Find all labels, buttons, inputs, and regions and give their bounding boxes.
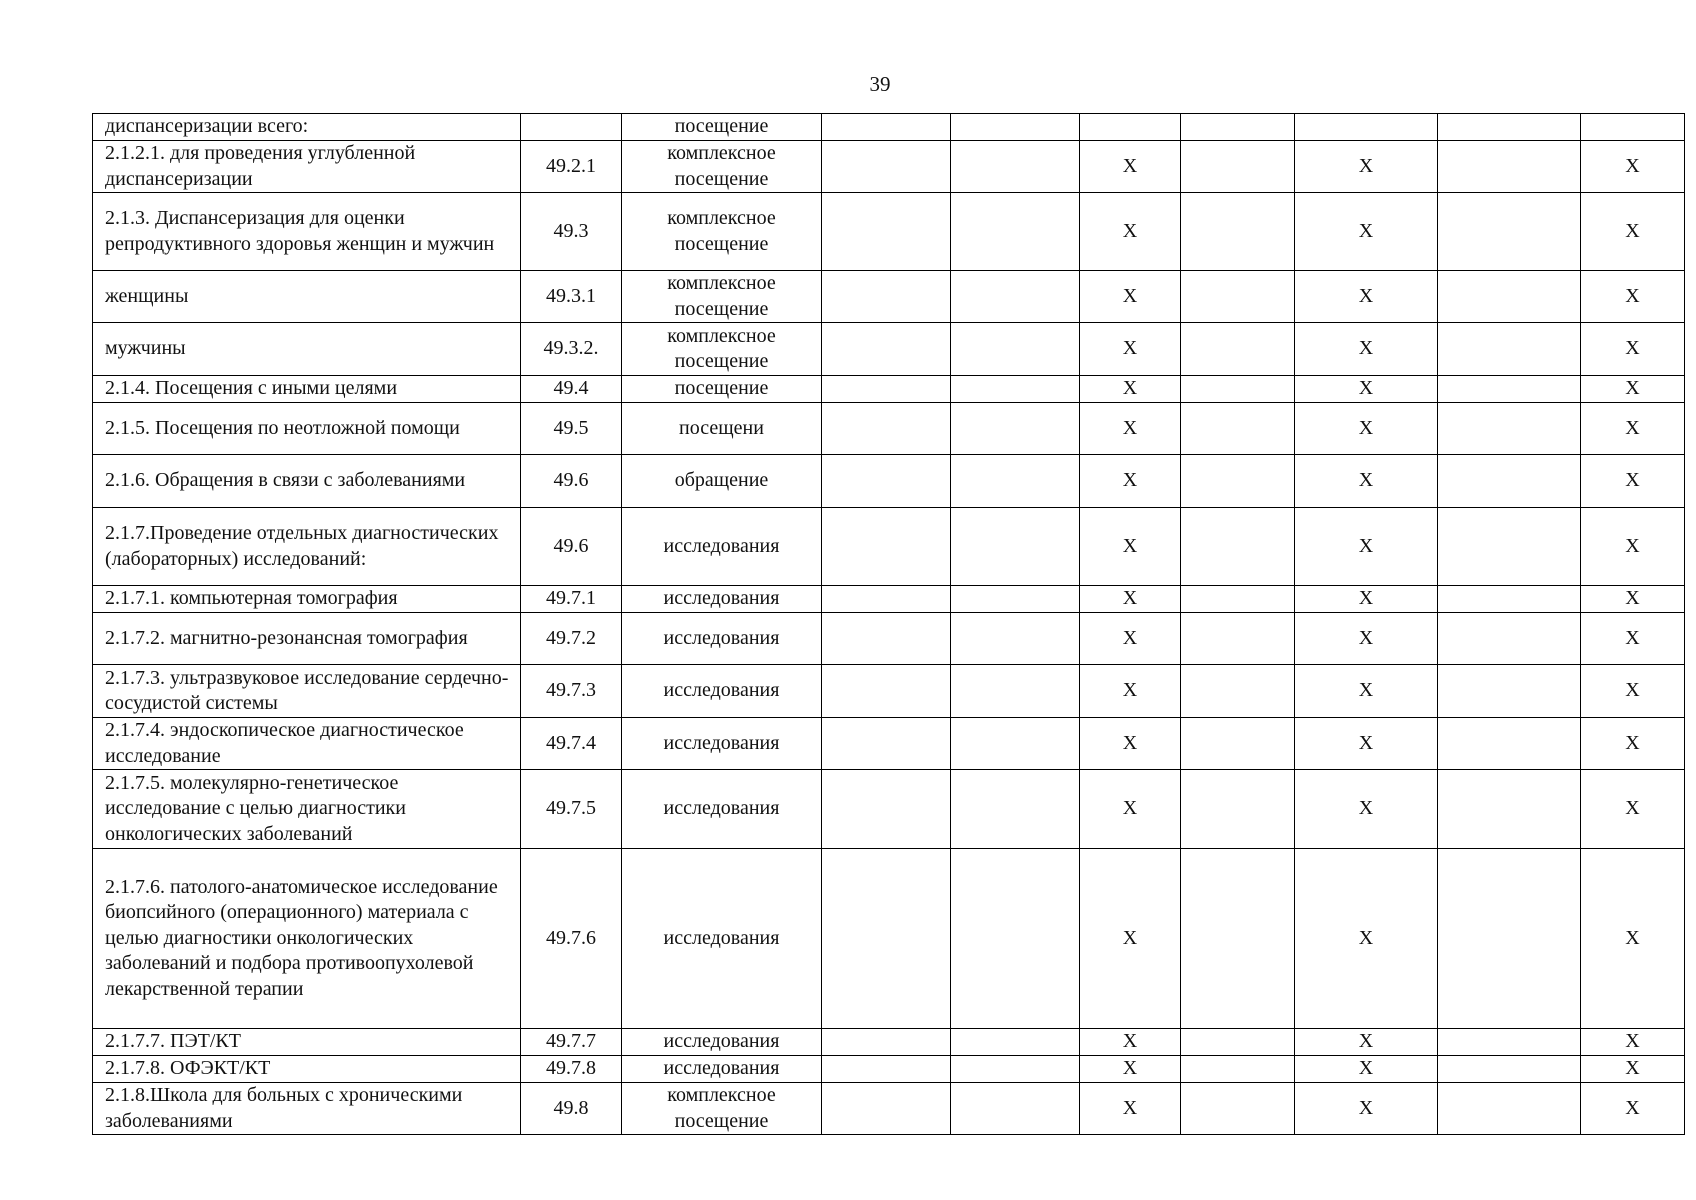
row-mark-cell: X <box>1581 376 1685 403</box>
row-empty-cell <box>1438 271 1581 323</box>
row-code-cell: 49.7.1 <box>521 586 622 613</box>
table-row <box>93 193 1685 271</box>
row-empty-cell <box>822 770 951 849</box>
row-code-cell: 49.5 <box>521 403 622 455</box>
row-empty-cell <box>951 508 1080 586</box>
row-mark-cell: X <box>1295 665 1438 718</box>
row-name-cell: 2.1.7.3. ультразвуковое исследование сердечно-сосудистой системы <box>93 665 521 718</box>
row-unit-cell: исследования <box>622 508 822 586</box>
row-unit-cell: посещение <box>622 114 822 141</box>
row-empty-cell <box>951 376 1080 403</box>
table-row <box>93 114 1685 141</box>
row-empty-cell <box>1438 665 1581 718</box>
row-mark-cell <box>1581 114 1685 141</box>
row-empty-cell <box>1438 586 1581 613</box>
row-empty-cell <box>951 849 1080 1029</box>
data-table <box>92 113 1685 1135</box>
row-mark-cell: X <box>1295 718 1438 770</box>
row-empty-cell <box>822 613 951 665</box>
row-empty-cell <box>1438 455 1581 508</box>
row-mark-cell: X <box>1295 193 1438 271</box>
row-mark-cell: X <box>1295 271 1438 323</box>
row-empty-cell <box>951 403 1080 455</box>
row-code-cell: 49.7.8 <box>521 1056 622 1083</box>
row-empty-cell <box>1438 323 1581 376</box>
row-mark-cell: X <box>1295 770 1438 849</box>
row-mark-cell: X <box>1295 849 1438 1029</box>
table-row <box>93 1029 1685 1056</box>
row-mark-cell: X <box>1080 141 1181 193</box>
row-empty-cell <box>951 271 1080 323</box>
row-empty-cell <box>1181 613 1295 665</box>
row-empty-cell <box>1181 403 1295 455</box>
row-mark-cell: X <box>1080 770 1181 849</box>
row-empty-cell <box>822 376 951 403</box>
row-empty-cell <box>1438 770 1581 849</box>
row-mark-cell: X <box>1080 403 1181 455</box>
row-empty-cell <box>822 114 951 141</box>
row-unit-cell: комплексное посещение <box>622 193 822 271</box>
row-code-cell: 49.7.2 <box>521 613 622 665</box>
row-mark-cell: X <box>1581 323 1685 376</box>
row-empty-cell <box>1181 770 1295 849</box>
row-empty-cell <box>1438 403 1581 455</box>
table-row <box>93 508 1685 586</box>
row-mark-cell: X <box>1581 508 1685 586</box>
row-name-cell: 2.1.7.8. ОФЭКТ/КТ <box>93 1056 521 1083</box>
table-row <box>93 323 1685 376</box>
row-empty-cell <box>1181 376 1295 403</box>
row-empty-cell <box>1438 376 1581 403</box>
row-empty-cell <box>822 141 951 193</box>
row-name-cell: 2.1.6. Обращения в связи с заболеваниями <box>93 455 521 508</box>
row-mark-cell: X <box>1080 1056 1181 1083</box>
table-row <box>93 1056 1685 1083</box>
row-empty-cell <box>1181 508 1295 586</box>
row-empty-cell <box>822 455 951 508</box>
row-mark-cell: X <box>1581 613 1685 665</box>
row-empty-cell <box>1181 1029 1295 1056</box>
table-row <box>93 849 1685 1029</box>
row-mark-cell: X <box>1295 1056 1438 1083</box>
row-code-cell: 49.3 <box>521 193 622 271</box>
row-empty-cell <box>1438 1056 1581 1083</box>
row-mark-cell: X <box>1581 403 1685 455</box>
row-mark-cell <box>1295 114 1438 141</box>
table-row <box>93 1083 1685 1135</box>
row-unit-cell: исследования <box>622 665 822 718</box>
row-unit-cell: исследования <box>622 1056 822 1083</box>
table-row <box>93 665 1685 718</box>
row-mark-cell: X <box>1295 455 1438 508</box>
row-mark-cell: X <box>1581 1056 1685 1083</box>
table-row <box>93 141 1685 193</box>
row-empty-cell <box>1438 1083 1581 1135</box>
row-mark-cell: X <box>1295 508 1438 586</box>
row-mark-cell: X <box>1581 271 1685 323</box>
row-mark-cell: X <box>1581 193 1685 271</box>
row-empty-cell <box>1438 508 1581 586</box>
row-name-cell: 2.1.3. Диспансеризация для оценки репродуктивного здоровья женщин и мужчин <box>93 193 521 271</box>
row-name-cell: 2.1.7.Проведение отдельных диагностических (лабораторных) исследований: <box>93 508 521 586</box>
row-mark-cell: X <box>1581 1083 1685 1135</box>
row-empty-cell <box>822 271 951 323</box>
row-empty-cell <box>1438 114 1581 141</box>
row-name-cell: 2.1.7.7. ПЭТ/КТ <box>93 1029 521 1056</box>
row-code-cell: 49.4 <box>521 376 622 403</box>
row-empty-cell <box>951 1029 1080 1056</box>
row-mark-cell: X <box>1581 1029 1685 1056</box>
page-number: 39 <box>869 72 891 96</box>
row-empty-cell <box>951 586 1080 613</box>
row-name-cell: 2.1.7.1. компьютерная томография <box>93 586 521 613</box>
row-unit-cell: посещени <box>622 403 822 455</box>
row-code-cell: 49.7.4 <box>521 718 622 770</box>
row-unit-cell: исследования <box>622 770 822 849</box>
row-mark-cell <box>1080 114 1181 141</box>
row-empty-cell <box>822 508 951 586</box>
row-empty-cell <box>822 323 951 376</box>
row-empty-cell <box>951 665 1080 718</box>
row-unit-cell: исследования <box>622 718 822 770</box>
row-mark-cell: X <box>1295 586 1438 613</box>
table-row <box>93 376 1685 403</box>
row-empty-cell <box>822 586 951 613</box>
row-empty-cell <box>951 718 1080 770</box>
row-mark-cell: X <box>1581 770 1685 849</box>
row-mark-cell: X <box>1080 376 1181 403</box>
row-mark-cell: X <box>1295 403 1438 455</box>
row-empty-cell <box>822 193 951 271</box>
row-mark-cell: X <box>1080 665 1181 718</box>
row-empty-cell <box>1181 271 1295 323</box>
table-row <box>93 770 1685 849</box>
row-name-cell: женщины <box>93 271 521 323</box>
row-empty-cell <box>1181 455 1295 508</box>
row-empty-cell <box>951 193 1080 271</box>
row-empty-cell <box>1181 114 1295 141</box>
row-empty-cell <box>822 1083 951 1135</box>
row-mark-cell: X <box>1080 613 1181 665</box>
row-mark-cell: X <box>1080 508 1181 586</box>
row-unit-cell: посещение <box>622 376 822 403</box>
row-mark-cell: X <box>1581 586 1685 613</box>
row-name-cell: 2.1.7.6. патолого-анатомическое исследование биопсийного (операционного) материала с целью диагностики онкологических заболеваний и подбора противоопухолевой лекарственной терапии <box>93 849 521 1029</box>
row-empty-cell <box>1438 193 1581 271</box>
row-empty-cell <box>1181 141 1295 193</box>
row-mark-cell: X <box>1080 718 1181 770</box>
row-mark-cell: X <box>1581 141 1685 193</box>
row-code-cell: 49.7.5 <box>521 770 622 849</box>
row-empty-cell <box>822 403 951 455</box>
row-unit-cell: комплексное посещение <box>622 323 822 376</box>
row-name-cell: 2.1.2.1. для проведения углубленной диспансеризации <box>93 141 521 193</box>
table-row <box>93 718 1685 770</box>
row-mark-cell: X <box>1080 1029 1181 1056</box>
table-row <box>93 586 1685 613</box>
row-empty-cell <box>951 1083 1080 1135</box>
row-name-cell: 2.1.4. Посещения с иными целями <box>93 376 521 403</box>
row-empty-cell <box>822 665 951 718</box>
row-empty-cell <box>1438 141 1581 193</box>
row-empty-cell <box>822 1029 951 1056</box>
row-empty-cell <box>951 114 1080 141</box>
row-mark-cell: X <box>1080 193 1181 271</box>
row-unit-cell: комплексное посещение <box>622 1083 822 1135</box>
row-code-cell: 49.7.7 <box>521 1029 622 1056</box>
row-name-cell: диспансеризации всего: <box>93 114 521 141</box>
row-code-cell: 49.3.1 <box>521 271 622 323</box>
row-mark-cell: X <box>1295 613 1438 665</box>
row-mark-cell: X <box>1295 323 1438 376</box>
row-empty-cell <box>951 1056 1080 1083</box>
table-row <box>93 455 1685 508</box>
row-empty-cell <box>1181 849 1295 1029</box>
row-mark-cell: X <box>1295 1029 1438 1056</box>
row-empty-cell <box>822 718 951 770</box>
table-row <box>93 613 1685 665</box>
row-mark-cell: X <box>1080 1083 1181 1135</box>
row-empty-cell <box>1181 586 1295 613</box>
row-mark-cell: X <box>1581 849 1685 1029</box>
row-unit-cell: исследования <box>622 849 822 1029</box>
row-empty-cell <box>1438 613 1581 665</box>
row-name-cell: 2.1.7.4. эндоскопическое диагностическое исследование <box>93 718 521 770</box>
row-empty-cell <box>1438 718 1581 770</box>
row-mark-cell: X <box>1080 455 1181 508</box>
table-row <box>93 403 1685 455</box>
row-empty-cell <box>1181 718 1295 770</box>
table-row <box>93 271 1685 323</box>
row-code-cell: 49.8 <box>521 1083 622 1135</box>
row-unit-cell: исследования <box>622 1029 822 1056</box>
row-mark-cell: X <box>1080 323 1181 376</box>
row-empty-cell <box>822 849 951 1029</box>
row-mark-cell: X <box>1295 141 1438 193</box>
row-code-cell: 49.6 <box>521 508 622 586</box>
row-empty-cell <box>1181 193 1295 271</box>
row-mark-cell: X <box>1581 718 1685 770</box>
row-name-cell: 2.1.7.2. магнитно-резонансная томография <box>93 613 521 665</box>
row-empty-cell <box>951 455 1080 508</box>
row-mark-cell: X <box>1581 455 1685 508</box>
row-name-cell: 2.1.5. Посещения по неотложной помощи <box>93 403 521 455</box>
row-mark-cell: X <box>1295 1083 1438 1135</box>
row-mark-cell: X <box>1080 271 1181 323</box>
row-mark-cell: X <box>1295 376 1438 403</box>
row-empty-cell <box>822 1056 951 1083</box>
row-empty-cell <box>951 141 1080 193</box>
row-empty-cell <box>951 613 1080 665</box>
row-code-cell <box>521 114 622 141</box>
row-mark-cell: X <box>1581 665 1685 718</box>
row-code-cell: 49.3.2. <box>521 323 622 376</box>
row-unit-cell: исследования <box>622 613 822 665</box>
row-mark-cell: X <box>1080 586 1181 613</box>
row-unit-cell: исследования <box>622 586 822 613</box>
row-unit-cell: обращение <box>622 455 822 508</box>
row-code-cell: 49.7.3 <box>521 665 622 718</box>
row-empty-cell <box>1181 665 1295 718</box>
row-code-cell: 49.6 <box>521 455 622 508</box>
row-empty-cell <box>1181 323 1295 376</box>
row-code-cell: 49.7.6 <box>521 849 622 1029</box>
row-code-cell: 49.2.1 <box>521 141 622 193</box>
row-unit-cell: комплексное посещение <box>622 141 822 193</box>
row-empty-cell <box>1181 1056 1295 1083</box>
row-empty-cell <box>1181 1083 1295 1135</box>
row-empty-cell <box>1438 1029 1581 1056</box>
row-mark-cell: X <box>1080 849 1181 1029</box>
row-unit-cell: комплексное посещение <box>622 271 822 323</box>
row-name-cell: мужчины <box>93 323 521 376</box>
row-empty-cell <box>951 770 1080 849</box>
row-name-cell: 2.1.8.Школа для больных с хроническими заболеваниями <box>93 1083 521 1135</box>
row-empty-cell <box>1438 849 1581 1029</box>
row-name-cell: 2.1.7.5. молекулярно-генетическое исследование с целью диагностики онкологических заболеваний <box>93 770 521 849</box>
row-empty-cell <box>951 323 1080 376</box>
